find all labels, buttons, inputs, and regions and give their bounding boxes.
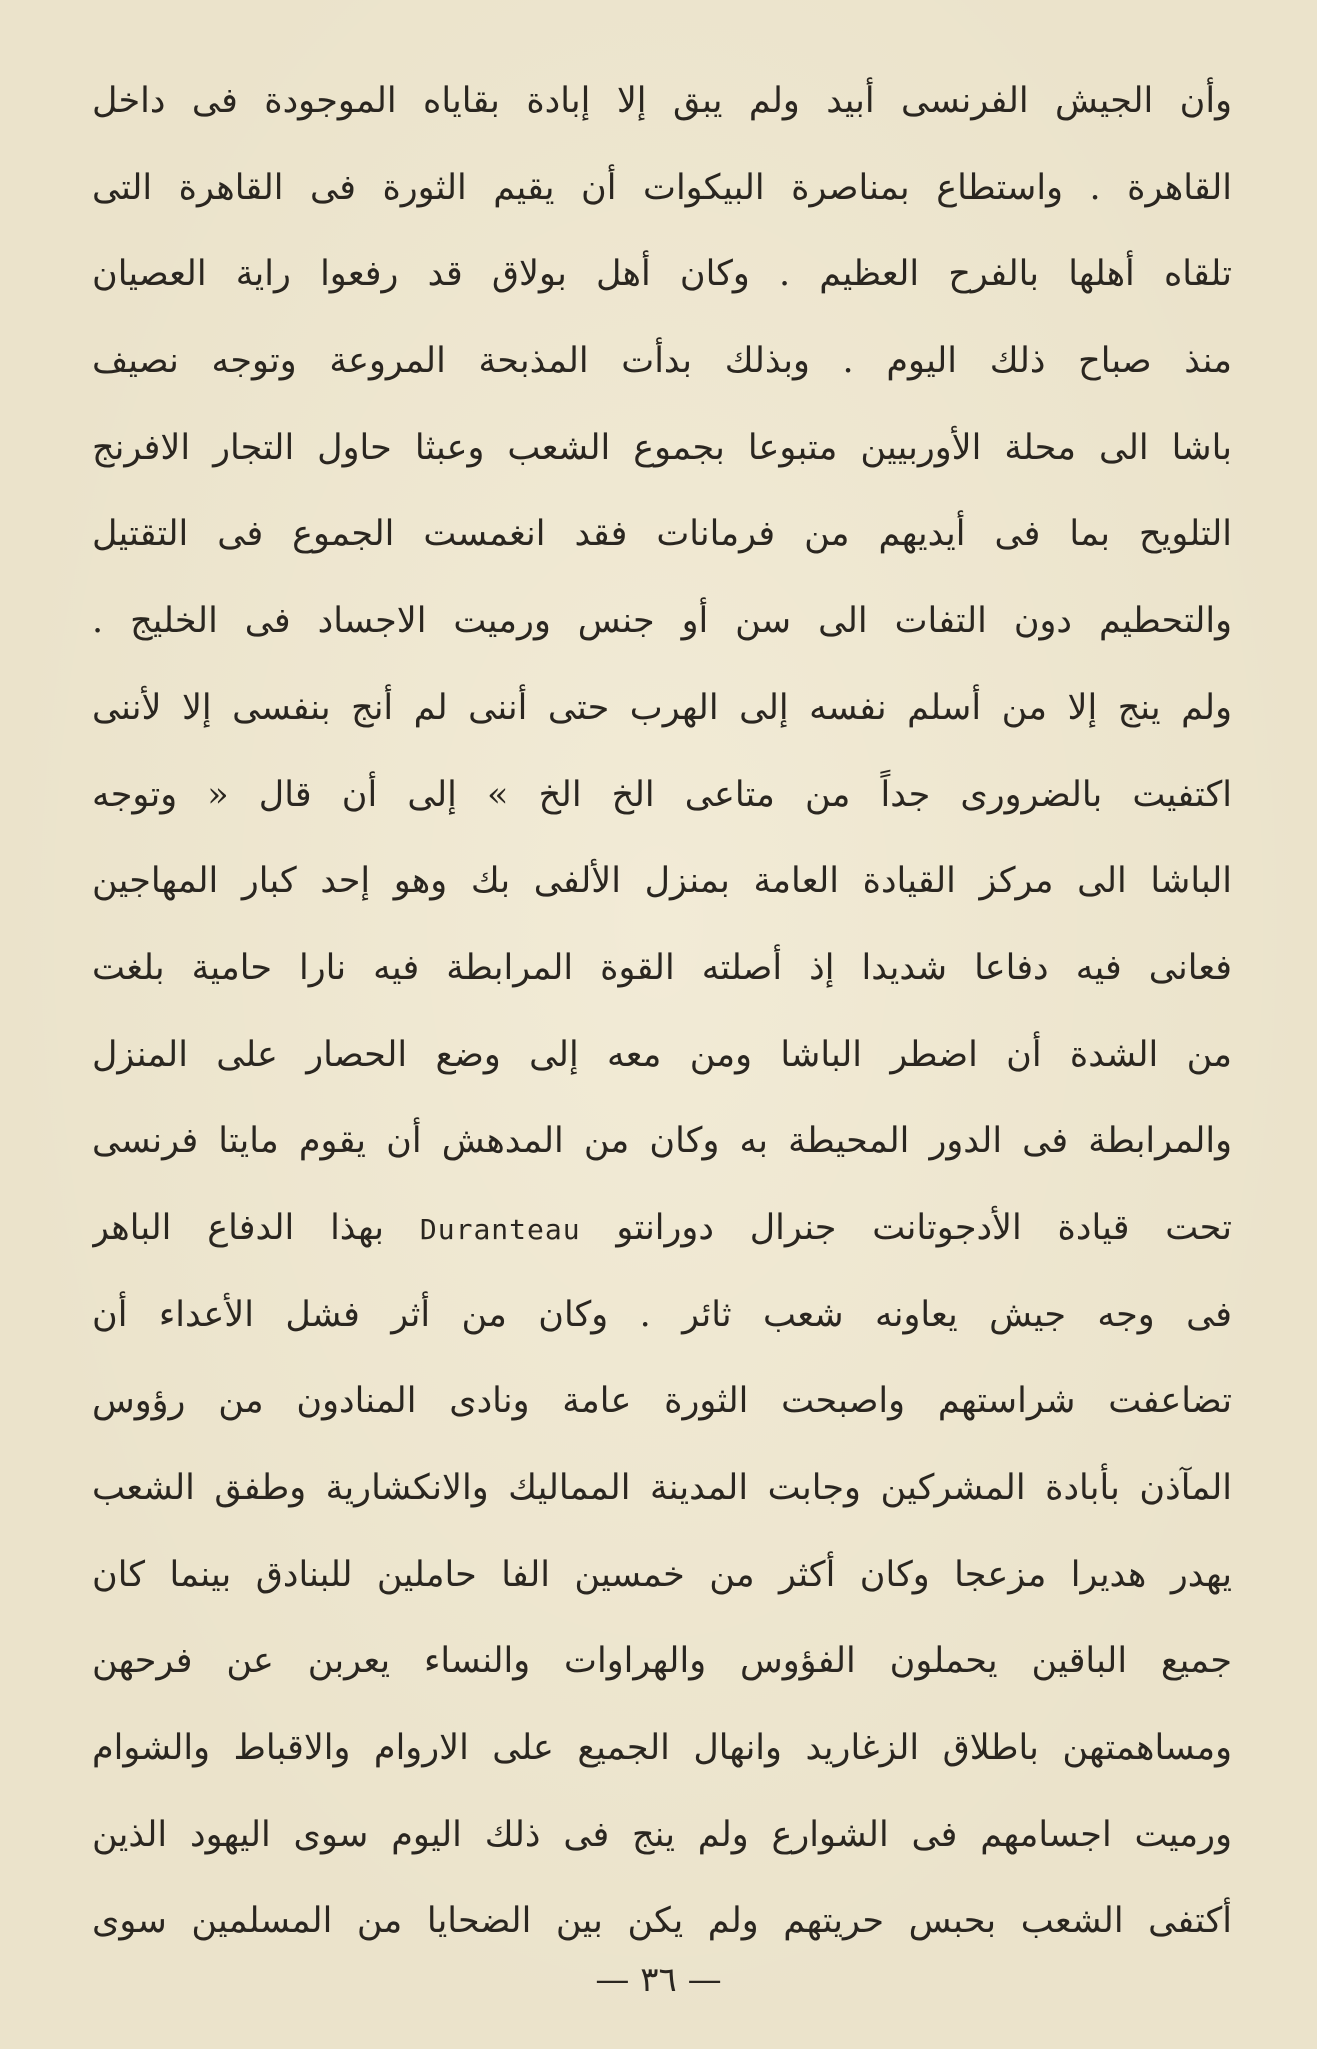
line-14-arabic: تحت قيادة الأدجوتانت جنرال دورانتو bbox=[616, 1207, 1232, 1248]
text-line: ورميت اجسامهم فى الشوارع ولم ينج فى ذلك اليوم سوى اليهود الذين bbox=[92, 1814, 1232, 1855]
text-line: فعانى فيه دفاعا شديدا إذ أصلته القوة المرابطة فيه نارا حامية بلغت bbox=[92, 947, 1232, 988]
text-line: القاهرة . واستطاع بمناصرة البيكوات أن يقيم الثورة فى القاهرة التى bbox=[92, 167, 1232, 208]
text-line: ولم ينج إلا من أسلم نفسه إلى الهرب حتى أننى لم أنج بنفسى إلا لأننى bbox=[92, 687, 1232, 728]
text-line: تضاعفت شراستهم واصبحت الثورة عامة ونادى المنادون من رؤوس bbox=[92, 1381, 1232, 1422]
text-line: يهدر هديرا مزعجا وكان أكثر من خمسين الفا حاملين للبنادق بينما كان bbox=[92, 1554, 1232, 1595]
text-line: تلقاه أهلها بالفرح العظيم . وكان أهل بولاق قد رفعوا راية العصيان bbox=[92, 254, 1232, 295]
text-line: فى وجه جيش يعاونه شعب ثائر . وكان من أثر فشل الأعداء أن bbox=[92, 1294, 1232, 1335]
text-line: منذ صباح ذلك اليوم . وبذلك بدأت المذبحة المروعة وتوجه نصيف bbox=[92, 341, 1232, 382]
body-text bbox=[92, 58, 1232, 1965]
text-line-with-latin bbox=[92, 1185, 1232, 1272]
text-line: ومساهمتهن باطلاق الزغاريد وانهال الجميع على الاروام والاقباط والشوام bbox=[92, 1728, 1232, 1769]
text-line: من الشدة أن اضطر الباشا ومن معه إلى وضع الحصار على المنزل bbox=[92, 1034, 1232, 1075]
text-line: أكتفى الشعب بحبس حريتهم ولم يكن بين الضحايا من المسلمين سوى bbox=[92, 1901, 1232, 1942]
text-line: باشا الى محلة الأوربيين متبوعا بجموع الشعب وعبثا حاول التجار الافرنج bbox=[92, 427, 1232, 468]
text-line: اكتفيت بالضرورى جداً من متاعى الخ الخ » إلى أن قال « وتوجه bbox=[92, 774, 1232, 815]
text-line: المآذن بأبادة المشركين وجابت المدينة المماليك والانكشارية وطفق الشعب bbox=[92, 1468, 1232, 1508]
latin-name: Duranteau bbox=[419, 1212, 581, 1246]
text-line: التلويح بما فى أيديهم من فرمانات فقد انغمست الجموع فى التقتيل bbox=[92, 514, 1232, 555]
text-line: جميع الباقين يحملون الفؤوس والهراوات والنساء يعربن عن فرحهن bbox=[92, 1641, 1232, 1682]
text-line: والتحطيم دون التفات الى سن أو جنس ورميت الاجساد فى الخليج . bbox=[92, 601, 1232, 642]
text-line: الباشا الى مركز القيادة العامة بمنزل الألفى بك وهو إحد كبار المهاجين bbox=[92, 861, 1232, 902]
line-14-tail: بهذا الدفاع الباهر bbox=[92, 1207, 385, 1248]
text-line: وأن الجيش الفرنسى أبيد ولم يبق إلا إبادة بقاياه الموجودة فى داخل bbox=[92, 81, 1232, 121]
page-number: — ٣٦ — bbox=[595, 1960, 722, 2000]
text-line: والمرابطة فى الدور المحيطة به وكان من المدهش أن يقوم مايتا فرنسى bbox=[92, 1121, 1232, 1162]
